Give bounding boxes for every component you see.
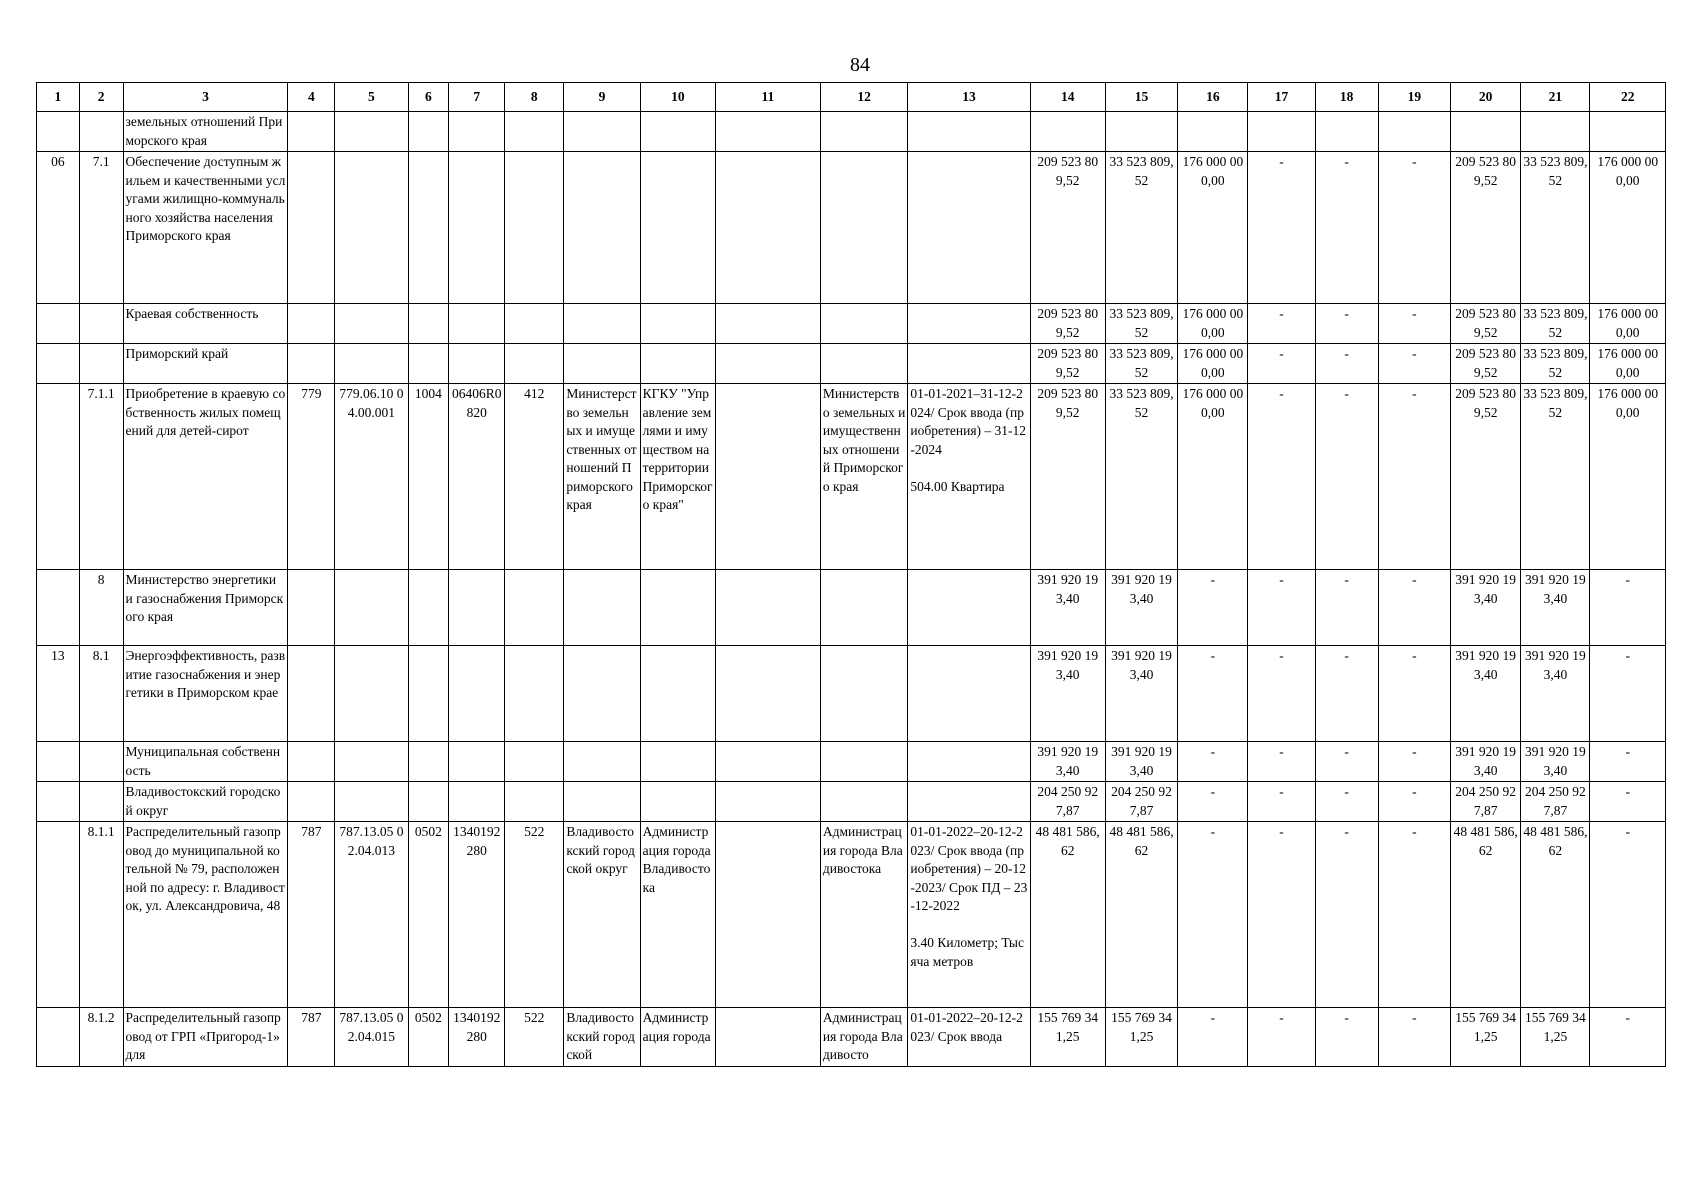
table-cell-col-22: - (1590, 782, 1666, 822)
table-cell-col-21: 155 769 341,25 (1521, 1008, 1590, 1067)
table-cell-col-6 (408, 152, 449, 304)
table-cell-col-19: - (1378, 344, 1450, 384)
table-cell-col-10 (640, 646, 715, 742)
table-cell-col-7 (449, 570, 505, 646)
table-cell-col-16: - (1178, 646, 1248, 742)
table-cell-col-10 (640, 742, 715, 782)
table-cell-col-7 (449, 646, 505, 742)
table-cell-col-7: 1340192280 (449, 822, 505, 1008)
table-cell-col-16: 176 000 000,00 (1178, 384, 1248, 570)
table-cell-col-19: - (1378, 384, 1450, 570)
table-cell-col-17: - (1248, 384, 1315, 570)
table-cell-col-18: - (1315, 742, 1378, 782)
table-cell-col-7 (449, 742, 505, 782)
table-cell-col-5 (335, 112, 408, 152)
table-cell-col-21: 33 523 809,52 (1521, 344, 1590, 384)
table-cell-col-1 (37, 822, 80, 1008)
table-row (37, 822, 1666, 1008)
table-cell-col-21: 391 920 193,40 (1521, 570, 1590, 646)
table-cell-col-11 (716, 112, 821, 152)
table-cell-col-15: 391 920 193,40 (1105, 646, 1177, 742)
table-cell-col-17: - (1248, 344, 1315, 384)
table-cell-col-17: - (1248, 742, 1315, 782)
table-cell-col-18: - (1315, 646, 1378, 742)
table-cell-col-12 (820, 344, 908, 384)
table-cell-col-5 (335, 782, 408, 822)
table-cell-col-1: 06 (37, 152, 80, 304)
table-cell-col-9: Министерство земельных и имущественных отношений Приморского края (564, 384, 640, 570)
table-cell-col-13 (908, 304, 1030, 344)
table-row (37, 384, 1666, 570)
table-cell-col-8: 522 (505, 822, 564, 1008)
column-number-17: 17 (1248, 83, 1315, 112)
table-cell-col-2 (79, 782, 123, 822)
table-cell-col-21: 33 523 809,52 (1521, 384, 1590, 570)
table-cell-col-13 (908, 782, 1030, 822)
column-number-10: 10 (640, 83, 715, 112)
table-cell-col-20: 48 481 586,62 (1451, 822, 1521, 1008)
table-cell-col-4 (288, 344, 335, 384)
table-cell-col-18: - (1315, 782, 1378, 822)
table-cell-col-10 (640, 782, 715, 822)
table-cell-col-20: 391 920 193,40 (1451, 742, 1521, 782)
table-row (37, 742, 1666, 782)
table-cell-col-8 (505, 742, 564, 782)
table-cell-col-2: 8.1.1 (79, 822, 123, 1008)
table-cell-col-22 (1590, 112, 1666, 152)
table-cell-col-17: - (1248, 782, 1315, 822)
table-cell-col-20: 204 250 927,87 (1451, 782, 1521, 822)
table-cell-col-3: земельных отношений Приморского края (123, 112, 288, 152)
table-cell-col-2: 8 (79, 570, 123, 646)
table-cell-col-22: - (1590, 1008, 1666, 1067)
table-cell-col-16: - (1178, 570, 1248, 646)
table-cell-col-5 (335, 742, 408, 782)
table-cell-col-15: 155 769 341,25 (1105, 1008, 1177, 1067)
table-cell-col-7 (449, 112, 505, 152)
table-cell-col-16: 176 000 000,00 (1178, 344, 1248, 384)
table-cell-col-11 (716, 304, 821, 344)
table-cell-col-13 (908, 570, 1030, 646)
table-cell-col-17: - (1248, 304, 1315, 344)
table-cell-col-8 (505, 646, 564, 742)
column-number-21: 21 (1521, 83, 1590, 112)
table-cell-col-19: - (1378, 742, 1450, 782)
table-cell-col-22: 176 000 000,00 (1590, 344, 1666, 384)
table-cell-col-6 (408, 344, 449, 384)
table-cell-col-13 (908, 152, 1030, 304)
table-cell-col-10: КГКУ "Управление землями и имуществом на территории Приморского края" (640, 384, 715, 570)
table-cell-col-1 (37, 1008, 80, 1067)
column-number-16: 16 (1178, 83, 1248, 112)
table-cell-col-13: 01-01-2022–20-12-2023/ Срок ввода (908, 1008, 1030, 1067)
table-cell-col-22: - (1590, 646, 1666, 742)
table-cell-col-16: - (1178, 742, 1248, 782)
table-cell-col-17: - (1248, 570, 1315, 646)
table-cell-col-14: 391 920 193,40 (1030, 570, 1105, 646)
column-number-13: 13 (908, 83, 1030, 112)
table-cell-col-10 (640, 304, 715, 344)
table-cell-col-22: 176 000 000,00 (1590, 304, 1666, 344)
table-cell-col-3: Распределительный газопровод от ГРП «Пригород-1» для (123, 1008, 288, 1067)
table-cell-col-13 (908, 112, 1030, 152)
table-cell-col-16: - (1178, 822, 1248, 1008)
table-cell-col-18 (1315, 112, 1378, 152)
table-cell-col-14: 204 250 927,87 (1030, 782, 1105, 822)
table-row (37, 152, 1666, 304)
table-cell-col-13: 01-01-2022–20-12-2023/ Срок ввода (приобретения) – 20-12-2023/ Срок ПД – 23-12-2022 3.40 Километр; Тысяча метров (908, 822, 1030, 1008)
table-cell-col-4: 779 (288, 384, 335, 570)
table-row (37, 112, 1666, 152)
table-cell-col-17: - (1248, 646, 1315, 742)
table-cell-col-6 (408, 646, 449, 742)
table-cell-col-7 (449, 304, 505, 344)
table-cell-col-4: 787 (288, 1008, 335, 1067)
table-cell-col-11 (716, 822, 821, 1008)
table-cell-col-18: - (1315, 570, 1378, 646)
table-row (37, 344, 1666, 384)
table-cell-col-19: - (1378, 782, 1450, 822)
table-cell-col-20: 209 523 809,52 (1451, 304, 1521, 344)
column-number-9: 9 (564, 83, 640, 112)
table-cell-col-22: 176 000 000,00 (1590, 384, 1666, 570)
table-cell-col-16: 176 000 000,00 (1178, 152, 1248, 304)
table-cell-col-1: 13 (37, 646, 80, 742)
budget-table (36, 82, 1666, 1067)
table-cell-col-10 (640, 570, 715, 646)
table-body (37, 83, 1666, 1067)
table-cell-col-5 (335, 570, 408, 646)
column-number-12: 12 (820, 83, 908, 112)
table-cell-col-14: 391 920 193,40 (1030, 646, 1105, 742)
table-cell-col-6: 1004 (408, 384, 449, 570)
table-cell-col-14: 209 523 809,52 (1030, 384, 1105, 570)
table-cell-col-11 (716, 1008, 821, 1067)
table-cell-col-19: - (1378, 304, 1450, 344)
table-cell-col-13 (908, 646, 1030, 742)
table-cell-col-14: 155 769 341,25 (1030, 1008, 1105, 1067)
table-cell-col-9: Владивостокский городской округ (564, 822, 640, 1008)
column-number-11: 11 (716, 83, 821, 112)
table-cell-col-18: - (1315, 384, 1378, 570)
table-cell-col-3: Распределительный газопровод до муниципальной котельной № 79, расположенной по адресу: г. Владивосток, ул. Александровича, 48 (123, 822, 288, 1008)
table-cell-col-7: 1340192280 (449, 1008, 505, 1067)
table-cell-col-8: 412 (505, 384, 564, 570)
table-cell-col-16: 176 000 000,00 (1178, 304, 1248, 344)
table-row (37, 1008, 1666, 1067)
table-cell-col-12 (820, 742, 908, 782)
table-cell-col-5 (335, 304, 408, 344)
table-cell-col-9 (564, 570, 640, 646)
table-cell-col-15: 33 523 809,52 (1105, 384, 1177, 570)
table-cell-col-2: 8.1 (79, 646, 123, 742)
table-cell-col-2 (79, 742, 123, 782)
table-cell-col-15: 33 523 809,52 (1105, 344, 1177, 384)
table-cell-col-8 (505, 344, 564, 384)
table-cell-col-20: 209 523 809,52 (1451, 152, 1521, 304)
column-number-22: 22 (1590, 83, 1666, 112)
table-cell-col-11 (716, 344, 821, 384)
table-cell-col-21: 33 523 809,52 (1521, 152, 1590, 304)
table-cell-col-1 (37, 344, 80, 384)
table-cell-col-1 (37, 570, 80, 646)
table-cell-col-9 (564, 304, 640, 344)
table-cell-col-18: - (1315, 344, 1378, 384)
column-number-8: 8 (505, 83, 564, 112)
table-cell-col-3: Обеспечение доступным жильем и качественными услугами жилищно-коммунального хозяйства населения Приморского края (123, 152, 288, 304)
table-cell-col-10 (640, 344, 715, 384)
column-number-18: 18 (1315, 83, 1378, 112)
table-cell-col-14: 209 523 809,52 (1030, 304, 1105, 344)
table-cell-col-6 (408, 570, 449, 646)
table-cell-col-4 (288, 112, 335, 152)
table-cell-col-5 (335, 344, 408, 384)
column-number-5: 5 (335, 83, 408, 112)
table-cell-col-21: 391 920 193,40 (1521, 646, 1590, 742)
table-cell-col-13 (908, 742, 1030, 782)
table-cell-col-5 (335, 646, 408, 742)
table-cell-col-8: 522 (505, 1008, 564, 1067)
table-cell-col-18: - (1315, 1008, 1378, 1067)
table-cell-col-4 (288, 782, 335, 822)
table-cell-col-4: 787 (288, 822, 335, 1008)
table-cell-col-7 (449, 152, 505, 304)
table-cell-col-4 (288, 570, 335, 646)
table-cell-col-14: 48 481 586,62 (1030, 822, 1105, 1008)
table-cell-col-19: - (1378, 1008, 1450, 1067)
table-cell-col-2: 7.1 (79, 152, 123, 304)
table-cell-col-19: - (1378, 822, 1450, 1008)
column-number-2: 2 (79, 83, 123, 112)
table-cell-col-5: 787.13.05 02.04.015 (335, 1008, 408, 1067)
table-cell-col-4 (288, 304, 335, 344)
table-cell-col-20: 391 920 193,40 (1451, 646, 1521, 742)
table-cell-col-21: 33 523 809,52 (1521, 304, 1590, 344)
table-cell-col-16 (1178, 112, 1248, 152)
column-number-7: 7 (449, 83, 505, 112)
table-cell-col-1 (37, 304, 80, 344)
table-cell-col-18: - (1315, 304, 1378, 344)
table-cell-col-20: 209 523 809,52 (1451, 344, 1521, 384)
table-cell-col-17: - (1248, 1008, 1315, 1067)
table-cell-col-12 (820, 782, 908, 822)
table-cell-col-7: 06406R0820 (449, 384, 505, 570)
table-cell-col-5: 779.06.10 04.00.001 (335, 384, 408, 570)
table-cell-col-9 (564, 344, 640, 384)
table-cell-col-14: 209 523 809,52 (1030, 344, 1105, 384)
table-cell-col-5 (335, 152, 408, 304)
column-number-15: 15 (1105, 83, 1177, 112)
table-cell-col-2: 7.1.1 (79, 384, 123, 570)
table-cell-col-9 (564, 112, 640, 152)
table-cell-col-3: Приобретение в краевую собственность жилых помещений для детей-сирот (123, 384, 288, 570)
page-number: 84 (850, 54, 870, 76)
table-cell-col-10 (640, 112, 715, 152)
table-cell-col-3: Приморский край (123, 344, 288, 384)
table-cell-col-12 (820, 152, 908, 304)
table-cell-col-5: 787.13.05 02.04.013 (335, 822, 408, 1008)
table-cell-col-11 (716, 782, 821, 822)
table-cell-col-6 (408, 304, 449, 344)
table-cell-col-22: 176 000 000,00 (1590, 152, 1666, 304)
table-cell-col-20: 391 920 193,40 (1451, 570, 1521, 646)
table-cell-col-11 (716, 570, 821, 646)
table-cell-col-12 (820, 570, 908, 646)
table-cell-col-13: 01-01-2021–31-12-2024/ Срок ввода (приобретения) – 31-12-2024 504.00 Квартира (908, 384, 1030, 570)
table-cell-col-6 (408, 782, 449, 822)
table-cell-col-11 (716, 646, 821, 742)
table-cell-col-1 (37, 384, 80, 570)
table-cell-col-12 (820, 112, 908, 152)
table-cell-col-10: Администрация города Владивостока (640, 822, 715, 1008)
table-cell-col-20 (1451, 112, 1521, 152)
table-cell-col-17: - (1248, 152, 1315, 304)
table-cell-col-4 (288, 742, 335, 782)
table-cell-col-6 (408, 112, 449, 152)
table-cell-col-1 (37, 782, 80, 822)
column-number-14: 14 (1030, 83, 1105, 112)
table-cell-col-19: - (1378, 570, 1450, 646)
table-cell-col-6 (408, 742, 449, 782)
table-cell-col-10 (640, 152, 715, 304)
table-cell-col-14: 391 920 193,40 (1030, 742, 1105, 782)
table-cell-col-20: 209 523 809,52 (1451, 384, 1521, 570)
table-cell-col-11 (716, 384, 821, 570)
table-cell-col-15: 33 523 809,52 (1105, 304, 1177, 344)
table-cell-col-8 (505, 304, 564, 344)
table-cell-col-1 (37, 742, 80, 782)
table-cell-col-11 (716, 742, 821, 782)
table-cell-col-15: 33 523 809,52 (1105, 152, 1177, 304)
table-cell-col-21: 48 481 586,62 (1521, 822, 1590, 1008)
column-number-6: 6 (408, 83, 449, 112)
table-cell-col-8 (505, 152, 564, 304)
table-cell-col-3: Энергоэффективность, развитие газоснабжения и энергетики в Приморском крае (123, 646, 288, 742)
column-number-3: 3 (123, 83, 288, 112)
table-cell-col-8 (505, 112, 564, 152)
table-row (37, 646, 1666, 742)
table-cell-col-19: - (1378, 646, 1450, 742)
table-cell-col-17 (1248, 112, 1315, 152)
table-cell-col-8 (505, 570, 564, 646)
table-cell-col-19 (1378, 112, 1450, 152)
table-cell-col-9 (564, 782, 640, 822)
table-cell-col-20: 155 769 341,25 (1451, 1008, 1521, 1067)
table-cell-col-3: Краевая собственность (123, 304, 288, 344)
table-cell-col-15: 391 920 193,40 (1105, 742, 1177, 782)
table-cell-col-11 (716, 152, 821, 304)
table-cell-col-22: - (1590, 742, 1666, 782)
table-cell-col-4 (288, 646, 335, 742)
table-cell-col-3: Владивостокский городской округ (123, 782, 288, 822)
table-cell-col-9 (564, 152, 640, 304)
table-cell-col-12 (820, 304, 908, 344)
table-cell-col-14: 209 523 809,52 (1030, 152, 1105, 304)
table-cell-col-6: 0502 (408, 1008, 449, 1067)
table-cell-col-4 (288, 152, 335, 304)
table-cell-col-12: Администрация города Владивостока (820, 822, 908, 1008)
table-cell-col-2: 8.1.2 (79, 1008, 123, 1067)
table-cell-col-16: - (1178, 1008, 1248, 1067)
table-cell-col-15: 391 920 193,40 (1105, 570, 1177, 646)
table-cell-col-17: - (1248, 822, 1315, 1008)
table-row (37, 570, 1666, 646)
table-cell-col-3: Муниципальная собственность (123, 742, 288, 782)
table-cell-col-12: Министерство земельных и имущественных отношений Приморского края (820, 384, 908, 570)
column-number-20: 20 (1451, 83, 1521, 112)
table-cell-col-22: - (1590, 570, 1666, 646)
table-cell-col-21: 204 250 927,87 (1521, 782, 1590, 822)
table-cell-col-21 (1521, 112, 1590, 152)
table-cell-col-7 (449, 782, 505, 822)
column-number-1: 1 (37, 83, 80, 112)
table-cell-col-18: - (1315, 152, 1378, 304)
table-cell-col-16: - (1178, 782, 1248, 822)
table-cell-col-2 (79, 112, 123, 152)
table-cell-col-15: 48 481 586,62 (1105, 822, 1177, 1008)
table-cell-col-1 (37, 112, 80, 152)
table-cell-col-12 (820, 646, 908, 742)
table-cell-col-6: 0502 (408, 822, 449, 1008)
table-cell-col-9 (564, 742, 640, 782)
table-cell-col-2 (79, 344, 123, 384)
table-cell-col-2 (79, 304, 123, 344)
table-cell-col-8 (505, 782, 564, 822)
table-row (37, 782, 1666, 822)
table-row (37, 304, 1666, 344)
column-number-header-row (37, 83, 1666, 112)
table-cell-col-21: 391 920 193,40 (1521, 742, 1590, 782)
table-cell-col-10: Администрация города (640, 1008, 715, 1067)
table-cell-col-15 (1105, 112, 1177, 152)
table-cell-col-18: - (1315, 822, 1378, 1008)
table-cell-col-7 (449, 344, 505, 384)
table-cell-col-22: - (1590, 822, 1666, 1008)
table-cell-col-12: Администрация города Владивосто (820, 1008, 908, 1067)
table-cell-col-14 (1030, 112, 1105, 152)
table-cell-col-9 (564, 646, 640, 742)
table-cell-col-19: - (1378, 152, 1450, 304)
column-number-19: 19 (1378, 83, 1450, 112)
column-number-4: 4 (288, 83, 335, 112)
table-cell-col-9: Владивостокский городской (564, 1008, 640, 1067)
table-cell-col-3: Министерство энергетики и газоснабжения Приморского края (123, 570, 288, 646)
table-cell-col-13 (908, 344, 1030, 384)
table-cell-col-15: 204 250 927,87 (1105, 782, 1177, 822)
